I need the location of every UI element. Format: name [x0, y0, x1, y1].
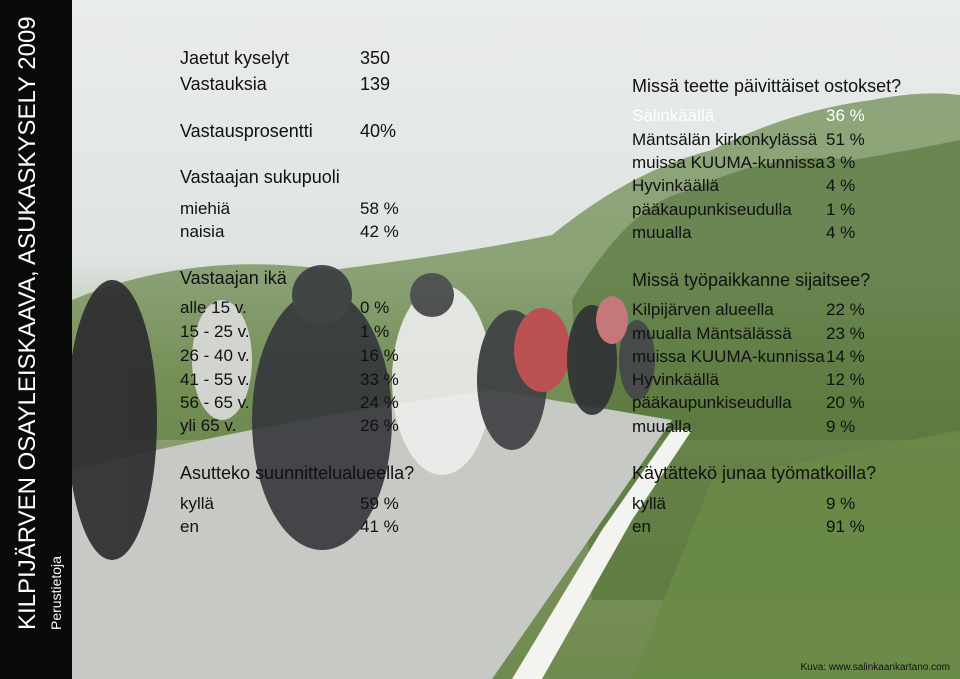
sukupuoli-row-label: naisia: [180, 222, 225, 241]
ika-row-value: 16 %: [360, 346, 399, 365]
sukupuoli-row-label: miehiä: [180, 199, 231, 218]
vastauksia-value: 139: [360, 74, 391, 94]
ika-row-label: 56 - 65 v.: [180, 393, 250, 412]
ostokset-row-label: muissa KUUMA-kunnissa: [632, 153, 825, 172]
ostokset-row-label: pääkaupunkiseudulla: [632, 200, 792, 219]
ostokset-row-value: 51 %: [826, 130, 865, 149]
ika-row-value: 0 %: [360, 298, 390, 317]
junaa-row-value: 91 %: [826, 517, 865, 536]
tyopaikka-header: Missä työpaikkanne sijaitsee?: [632, 270, 871, 290]
tyopaikka-row-value: 23 %: [826, 324, 865, 343]
junaa-row-label: en: [632, 517, 651, 536]
tyopaikka-row-value: 12 %: [826, 370, 865, 389]
ika-row-label: 15 - 25 v.: [180, 322, 250, 341]
tyopaikka-row-value: 9 %: [826, 417, 856, 436]
asutteko-header: Asutteko suunnittelualueella?: [180, 463, 415, 483]
asutteko-row-value: 41 %: [360, 517, 399, 536]
tyopaikka-row-label: muualla Mäntsälässä: [632, 324, 792, 343]
asutteko-row-label: en: [180, 517, 199, 536]
tyopaikka-row-label: muualla: [632, 417, 692, 436]
jaetut-label: Jaetut kyselyt: [180, 48, 290, 68]
document-title: KILPIJÄRVEN OSAYLEISKAAVA, ASUKASKYSELY 2009: [14, 16, 41, 630]
ika-row-label: 26 - 40 v.: [180, 346, 250, 365]
jaetut-value: 350: [360, 48, 391, 68]
ika-row-value: 26 %: [360, 416, 399, 435]
ostokset-header: Missä teette päivittäiset ostokset?: [632, 76, 902, 96]
asutteko-row-label: kyllä: [180, 494, 215, 513]
ostokset-row-value: 4 %: [826, 176, 856, 195]
ostokset-row-label: Hyvinkäällä: [632, 176, 719, 195]
tyopaikka-row-value: 22 %: [826, 300, 865, 319]
asutteko-row-value: 59 %: [360, 494, 399, 513]
ostokset-row-value: 1 %: [826, 200, 856, 219]
ika-row-label: alle 15 v.: [180, 298, 247, 317]
ika-row-label: 41 - 55 v.: [180, 370, 250, 389]
prosentti-label: Vastausprosentti: [180, 121, 313, 141]
ostokset-row-value: 36 %: [826, 106, 865, 125]
sukupuoli-row-value: 42 %: [360, 222, 399, 241]
ostokset-row-label: Mäntsälän kirkonkylässä: [632, 130, 818, 149]
tyopaikka-row-label: muissa KUUMA-kunnissa: [632, 347, 825, 366]
vastauksia-label: Vastauksia: [180, 74, 267, 94]
title-band: [0, 0, 72, 679]
ika-row-value: 33 %: [360, 370, 399, 389]
photo-credit: Kuva: www.salinkaankartano.com: [800, 662, 950, 673]
document-subtitle: Perustietoja: [48, 556, 64, 630]
ika-row-value: 1 %: [360, 322, 390, 341]
ika-row-label: yli 65 v.: [180, 416, 237, 435]
sukupuoli-header: Vastaajan sukupuoli: [180, 167, 340, 187]
ostokset-row-value: 3 %: [826, 153, 856, 172]
tyopaikka-row-label: Kilpijärven alueella: [632, 300, 774, 319]
tyopaikka-row-label: Hyvinkäällä: [632, 370, 719, 389]
ika-row-value: 24 %: [360, 393, 399, 412]
junaa-header: Käytättekö junaa työmatkoilla?: [632, 463, 877, 483]
ostokset-row-label: muualla: [632, 223, 692, 242]
sukupuoli-row-value: 58 %: [360, 199, 399, 218]
tyopaikka-row-value: 14 %: [826, 347, 865, 366]
ostokset-row-label: Sälinkäällä: [632, 106, 715, 125]
tyopaikka-row-label: pääkaupunkiseudulla: [632, 393, 792, 412]
junaa-row-value: 9 %: [826, 494, 856, 513]
tyopaikka-row-value: 20 %: [826, 393, 865, 412]
junaa-row-label: kyllä: [632, 494, 667, 513]
ika-header: Vastaajan ikä: [180, 268, 287, 288]
ostokset-row-value: 4 %: [826, 223, 856, 242]
prosentti-value: 40%: [360, 121, 397, 141]
